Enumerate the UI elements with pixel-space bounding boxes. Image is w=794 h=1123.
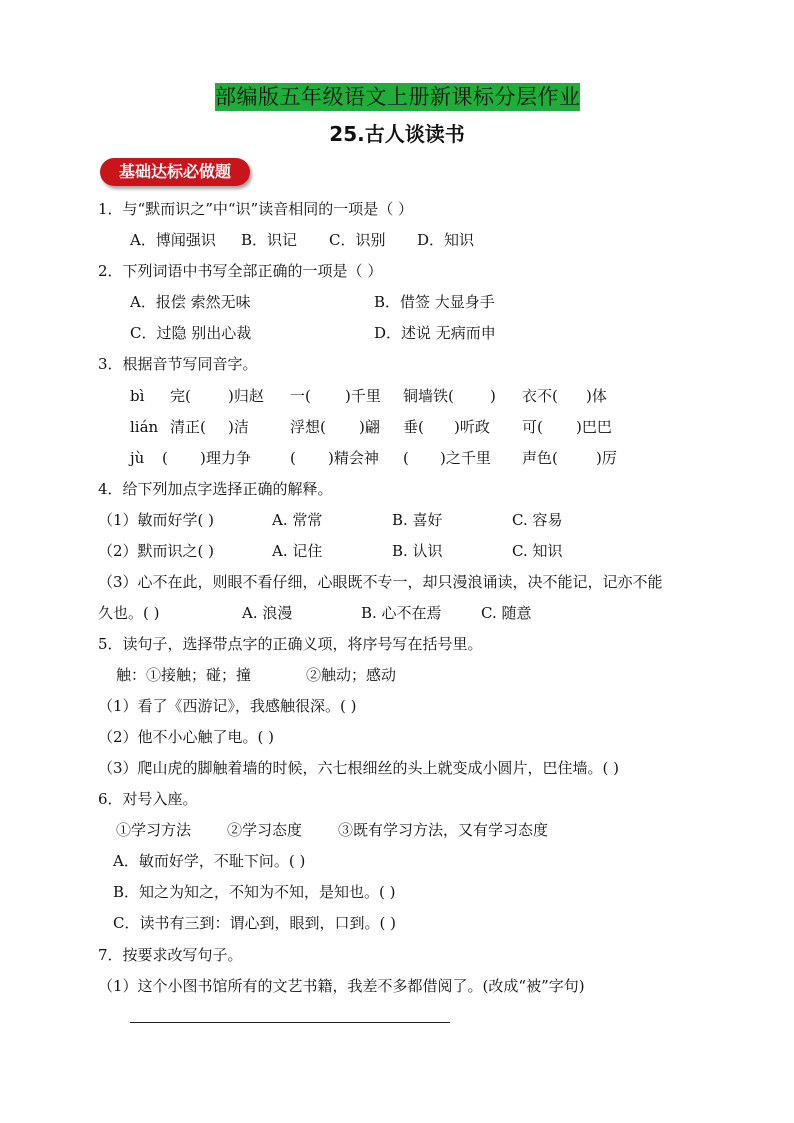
q4-sub3-option-b: B. 心不在焉 (361, 604, 442, 622)
q4-sub1: （1）敏而好学( ) (98, 511, 215, 529)
q5-sub1: （1）看了《西游记》，我感触很深。( ) (98, 697, 357, 715)
q2-option-a: A．报偿 索然无味 (130, 293, 251, 311)
q6-item-a: A．敏而好学，不耻下问。( ) (113, 852, 306, 870)
q5-sub3: （3）爬山虎的脚触着墙的时候，六七根细丝的头上就变成小圆片，巴住墙。( ) (98, 759, 620, 777)
q3-r1-word4-b: )体 (586, 387, 607, 405)
q3-r1-word3-b: ) (490, 387, 496, 405)
q1-option-d: D．知识 (417, 231, 475, 249)
q5-sub2: （2）他不小心触了电。( ) (98, 728, 275, 746)
q2-option-d: D．述说 无病而申 (374, 324, 496, 342)
section-badge: 基础达标必做题 (100, 158, 250, 186)
q3-r1-word4-a: 衣不( (522, 387, 558, 405)
q4-stem: 4．给下列加点字选择正确的解释。 (98, 480, 333, 498)
q3-r1-word1-b: )归赵 (228, 387, 264, 405)
q3-r3-word1-a: ( (162, 449, 168, 467)
q3-r2-word2-a: 浮想( (290, 418, 326, 436)
q2-stem: 2．下列词语中书写全部正确的一项是（ ） (98, 262, 383, 280)
q5-definition-1: 触：①接触；碰；撞 (116, 666, 252, 684)
q3-r2-word4-b: )巴巴 (576, 418, 612, 436)
q2-option-b: B．借签 大显身手 (374, 293, 495, 311)
q4-sub1-option-c: C. 容易 (512, 511, 563, 529)
pinyin-ju: jù (130, 449, 145, 467)
q5-stem: 5．读句子，选择带点字的正确义项，将序号写在括号里。 (98, 635, 483, 653)
q4-sub2-option-a: A. 记住 (272, 542, 323, 560)
q3-r3-word3-b: )之千里 (440, 449, 491, 467)
q3-r1-word2-a: 一( (290, 387, 311, 405)
q4-sub3-option-a: A. 浪漫 (242, 604, 293, 622)
q1-option-b: B．识记 (241, 231, 298, 249)
series-banner: 部编版五年级语文上册新课标分层作业 (215, 85, 581, 109)
q3-r3-word4-a: 声色( (522, 449, 558, 467)
q3-r1-word2-b: )千里 (345, 387, 381, 405)
q1-stem: 1．与“默而识之”中“识”读音相同的一项是（ ） (98, 200, 413, 218)
q4-sub3-option-c: C. 随意 (481, 604, 532, 622)
q3-r3-word2-b: )精会神 (328, 449, 379, 467)
q4-sub1-option-a: A. 常常 (272, 511, 323, 529)
q3-r2-word2-b: )翩 (359, 418, 380, 436)
q4-sub2-option-c: C. 知识 (512, 542, 563, 560)
q1-option-c: C．识别 (329, 231, 386, 249)
q3-stem: 3．根据音节写同音字。 (98, 355, 258, 373)
q6-choice-2: ②学习态度 (227, 821, 303, 839)
q3-r3-word2-a: ( (290, 449, 296, 467)
q3-r2-word3-a: 垂( (403, 418, 424, 436)
q6-choice-1: ①学习方法 (116, 821, 192, 839)
q3-r1-word1-a: 完( (170, 387, 191, 405)
q6-choice-3: ③既有学习方法，又有学习态度 (338, 821, 549, 839)
q4-sub2: （2）默而识之( ) (98, 542, 215, 560)
q4-sub2-option-b: B. 认识 (392, 542, 443, 560)
pinyin-lian: lián (130, 418, 159, 436)
q6-item-b: B．知之为知之，不知为不知，是知也。( ) (113, 883, 396, 901)
q7-sub1: （1）这个小图书馆所有的文艺书籍，我差不多都借阅了。(改成“被”字句) (98, 977, 585, 995)
q3-r2-word1-a: 清正( (170, 418, 206, 436)
q3-r3-word1-b: )理力争 (200, 449, 251, 467)
q3-r1-word3-a: 铜墙铁( (403, 387, 454, 405)
q6-stem: 6．对号入座。 (98, 790, 198, 808)
answer-line (130, 1022, 450, 1023)
q4-sub1-option-b: B. 喜好 (392, 511, 443, 529)
q2-option-c: C．过隐 别出心裁 (130, 324, 252, 342)
q3-r2-word3-b: )听政 (454, 418, 490, 436)
q4-sub3-line2: 久也。( ) (98, 604, 160, 622)
q3-r2-word1-b: )洁 (228, 418, 249, 436)
q4-sub3-line1: （3）心不在此，则眼不看仔细，心眼既不专一，却只漫浪诵读，决不能记，记亦不能 (98, 573, 663, 591)
q3-r3-word3-a: ( (403, 449, 409, 467)
q6-item-c: C．读书有三到：谓心到，眼到，口到。( ) (113, 914, 396, 932)
pinyin-bi: bì (130, 387, 145, 405)
q1-option-a: A．博闻强识 (130, 231, 216, 249)
q5-definition-2: ②触动；感动 (306, 666, 397, 684)
q7-stem: 7．按要求改写句子。 (98, 946, 243, 964)
q3-r3-word4-b: )厉 (596, 449, 617, 467)
page-title: 25.古人谈读书 (329, 122, 465, 146)
q3-r2-word4-a: 可( (522, 418, 543, 436)
